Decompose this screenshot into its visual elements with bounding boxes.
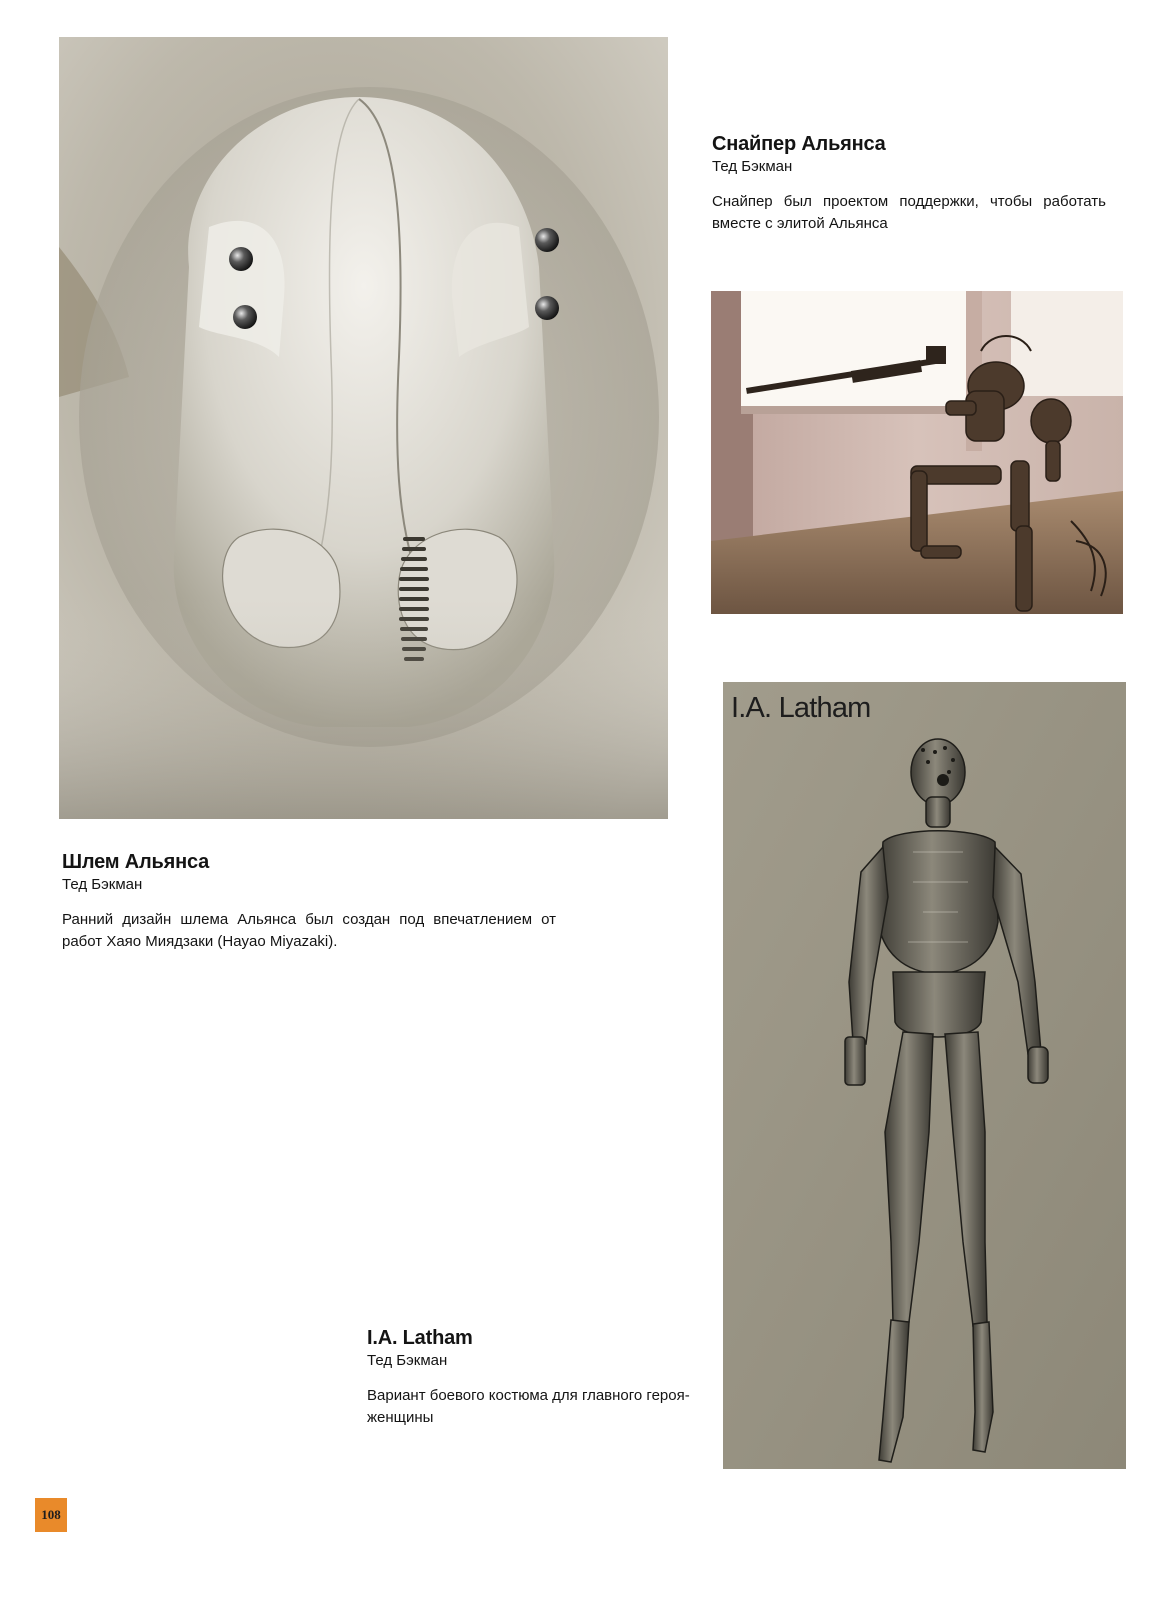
helmet-description: Ранний дизайн шлема Альянса был создан под впечатлением от работ Хаяо Миядзаки (Hayao Miyazaki). [62,911,556,950]
sniper-caption [712,131,1106,235]
latham-description: Вариант боевого костюма для главного героя-женщины [367,1387,690,1426]
latham-caption [367,1325,697,1429]
helmet-concept-art [59,37,668,819]
latham-concept-art [723,682,1126,1469]
helmet-title: Шлем Альянса [62,851,210,873]
sniper-description: Снайпер был проектом поддержки, чтобы работать вместе с элитой Альянса [712,193,1106,232]
helmet-author: Тед Бэкман [62,876,143,893]
helmet-caption [62,849,556,953]
sniper-concept-art [711,291,1123,614]
sniper-title: Снайпер Альянса [712,133,886,155]
latham-art-label: I.A. Latham [731,692,871,724]
latham-art-note-blur [803,756,893,774]
latham-title: I.A. Latham [367,1327,473,1349]
page-number: 108 [35,1498,67,1532]
latham-author: Тед Бэкман [367,1352,448,1369]
sniper-author: Тед Бэкман [712,158,793,175]
